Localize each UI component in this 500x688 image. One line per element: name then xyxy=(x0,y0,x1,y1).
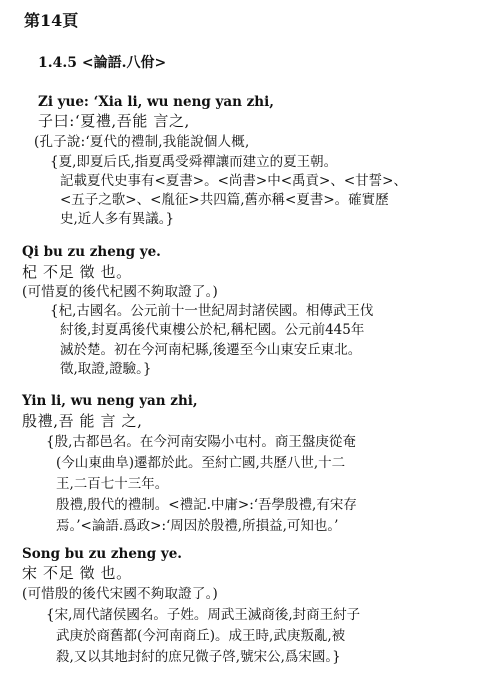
commentary-line: 殺,又以其地封紂的庶兄微子啓,號宋公,爲宋國。} xyxy=(56,649,341,665)
commentary-line: 焉。’<論語.爲政>:‘周因於殷禮,所損益,可知也。’ xyxy=(56,518,339,534)
section-heading: 1.4.5 <論語.八佾> xyxy=(38,55,167,71)
commentary-line: {杞,古國名。公元前十一世紀周封諸侯國。相傳武王伐 xyxy=(50,303,374,319)
chinese-line: 殷禮,吾 能 言 之, xyxy=(22,412,143,430)
commentary-line: {夏,即夏后氏,指夏禹受舜禪讓而建立的夏王朝。 xyxy=(50,154,338,170)
translation-line: (孔子說:‘夏代的禮制,我能說個人概, xyxy=(34,134,250,150)
commentary-line: 殷禮,殷代的禮制。<禮記.中庸>:‘吾學殷禮,有宋存 xyxy=(56,497,357,513)
commentary-line: <五子之歌>、<胤征>共四篇,舊亦稱<夏書>。確實歷 xyxy=(60,192,389,208)
commentary-line: (今山東曲阜)遷都於此。至紂亡國,共歷八世,十二 xyxy=(56,455,346,471)
pinyin-line: Qi bu zu zheng ye. xyxy=(22,244,161,260)
commentary-line: 史,近人多有異議。} xyxy=(60,211,175,227)
chinese-line: 宋 不足 徵 也。 xyxy=(22,564,132,582)
page-number: 第14頁 xyxy=(24,11,79,30)
commentary-line: 記載夏代史事有<夏書>。<尚書>中<禹貢>、<甘誓>、 xyxy=(60,173,407,189)
pinyin-line: Zi yue: ‘Xia li, wu neng yan zhi, xyxy=(38,94,274,110)
commentary-line: 王,二百七十三年。 xyxy=(56,476,169,492)
chinese-line: 子曰:‘夏禮,吾能 言之, xyxy=(38,112,190,130)
pinyin-line: Song bu zu zheng ye. xyxy=(22,546,183,562)
commentary-line: {宋,周代諸侯國名。子姓。周武王滅商後,封商王紂子 xyxy=(46,607,361,623)
commentary-line: {殷,古都邑名。在今河南安陽小屯村。商王盤庚從奄 xyxy=(46,434,356,450)
commentary-line: 武庚於商舊都(今河南商丘)。成王時,武庚叛亂,被 xyxy=(56,628,346,644)
chinese-line: 杞 不足 徵 也。 xyxy=(22,263,132,281)
commentary-line: 紂後,封夏禹後代東樓公於杞,稱杞國。公元前445年 xyxy=(60,322,365,338)
commentary-line: 滅於楚。初在今河南杞縣,後遷至今山東安丘東北。 xyxy=(60,342,362,358)
commentary-line: 徵,取證,證驗。} xyxy=(60,361,152,377)
pinyin-line: Yin li, wu neng yan zhi, xyxy=(22,393,198,409)
translation-line: (可惜殷的後代宋國不夠取證了。) xyxy=(22,586,218,602)
translation-line: (可惜夏的後代杞國不夠取證了。) xyxy=(22,284,218,300)
